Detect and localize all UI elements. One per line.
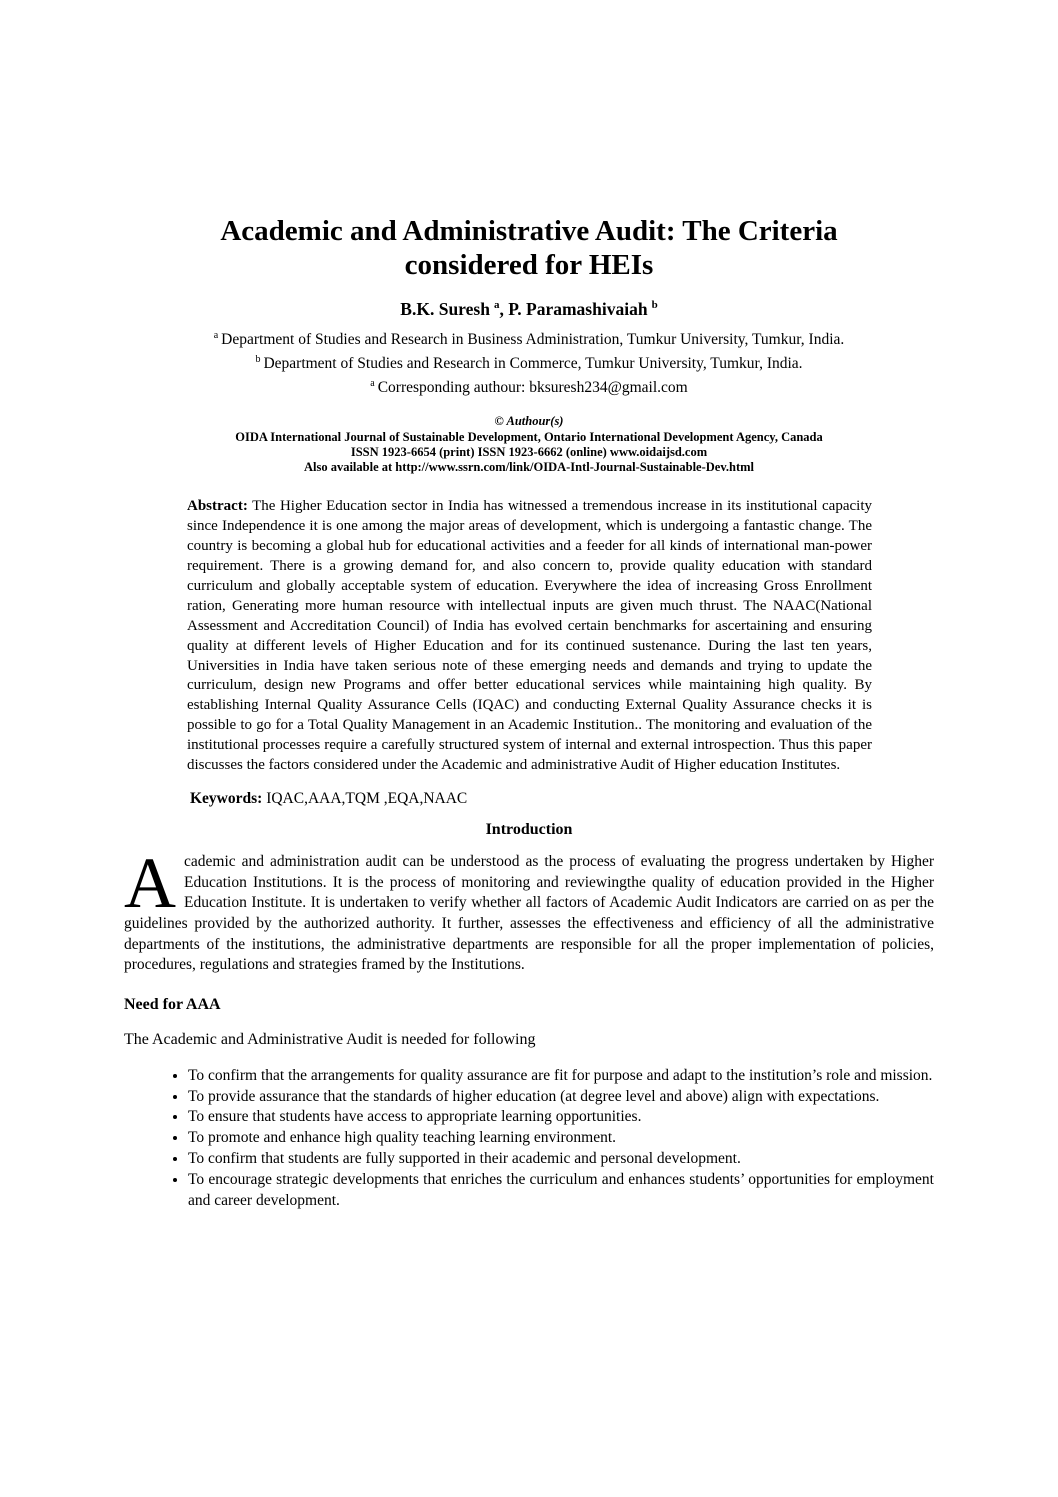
keywords-text: IQAC,AAA,TQM ,EQA,NAAC xyxy=(266,789,468,807)
list-item: • To promote and enhance high quality teaching learning environment. xyxy=(188,1128,934,1149)
affiliation-text-2: Department of Studies and Research in Commerce, Tumkur University, Tumkur, India. xyxy=(263,355,803,373)
list-item: • To encourage strategic developments that enriches the curriculum and enhances students’ opportunities for employment and career development. xyxy=(188,1170,934,1212)
list-item: • To ensure that students have access to appropriate learning opportunities. xyxy=(188,1107,934,1128)
list-item: • To confirm that the arrangements for quality assurance are fit for purpose and adapt to the institution’s role and mission. xyxy=(188,1066,934,1087)
abstract-text: The Higher Education sector in India has witnessed a tremendous increase in its institutional capacity since Independence it is one among the major areas of development, which is undergoing a fantastic change. The country is becoming a global hub for educational activities and a feeder for all kinds of international man-power requirement. There is a growing demand for, and also concern to, provide quality education with standard curriculum and globally acceptable system of education. Everywhere the idea of increasing Gross Enrollment ration, Generating more human resource with intellectual inputs are given much thrust. The NAAC(National Assessment and Accreditation Council) of India has evolved certain benchmarks for ascertaining and ensuring quality at different levels of Higher Education and for its continued sustenance. During the last ten years, Universities in India have taken serious note of these emerging needs and demands and trying to update the curriculum, design new Programs and offer better educational services while maintaining high quality. By establishing Internal Quality Assurance Cells (IQAC) and conducting External Quality Assurance checks it is possible to go for a Total Quality Management in an Academic Institution.. The monitoring and evaluation of the institutional processes require a carefully structured system of internal and external introspection. Thus this paper discusses the factors considered under the Academic and administrative Audit of Higher education Institutes. xyxy=(187,498,872,774)
list-item: • To confirm that students are fully supported in their academic and personal development. xyxy=(188,1149,934,1170)
authors-line xyxy=(124,299,934,320)
affiliation-line-1 xyxy=(124,326,934,350)
introduction-paragraph xyxy=(124,843,934,976)
affiliation-line-2 xyxy=(124,350,934,374)
introduction-text: cademic and administration audit can be understood as the process of evaluating the progress undertaken by Higher Education Institutions. It is the process of monitoring and reviewingthe quality of education provided in the Higher Education Institute. It is undertaken to verify whether all factors of Academic Audit Indicators are carried on as per the guidelines provided by the authorized authority. It further, assesses the effectiveness and efficiency of all the administrative departments of the institutions, the administrative departments are responsible for all the proper implementation of policies, procedures, regulations and strategies framed by the Institutions. xyxy=(124,853,934,974)
keywords-label: Keywords: xyxy=(190,789,263,807)
issn-line: ISSN 1923-6654 (print) ISSN 1923-6662 (online) www.oidaijsd.com xyxy=(350,444,708,459)
journal-name-line: OIDA International Journal of Sustainable Development, Ontario International Development Agency, Canada xyxy=(235,429,823,444)
abstract-label: Abstract: xyxy=(187,498,248,515)
corresponding-author-text: Corresponding authour: bksuresh234@gmail.com xyxy=(377,379,688,397)
affiliation-mark-b: b xyxy=(255,354,261,366)
copyright-line: © Authour(s) xyxy=(494,414,564,429)
need-for-aaa-heading: Need for AAA xyxy=(124,995,221,1013)
journal-imprint-block xyxy=(124,414,934,475)
introduction-heading: Introduction xyxy=(485,820,573,838)
keywords-line xyxy=(190,789,872,809)
dropcap-letter: A xyxy=(124,843,176,924)
need-for-aaa-list xyxy=(124,1066,934,1212)
affiliation-mark-a: a xyxy=(213,330,219,341)
paper-title-line-1: Academic and Administrative Audit: The Criteria xyxy=(220,215,838,247)
affiliation-text-1: Department of Studies and Research in Business Administration, Tumkur University, Tumkur, India. xyxy=(221,331,845,349)
paper-title-line-2: considered for HEIs xyxy=(404,249,654,281)
corresponding-author-line xyxy=(124,374,934,398)
corresponding-author-mark: a xyxy=(370,378,375,390)
author-affiliation-mark-2: b xyxy=(651,299,658,312)
author-separator: , xyxy=(499,299,509,319)
list-item: • To provide assurance that the standards of higher education (at degree level and above) align with expectations. xyxy=(188,1087,934,1108)
author-name-1: B.K. Suresh xyxy=(400,299,490,319)
author-affiliation-mark-1: a xyxy=(493,299,500,312)
author-name-2: P. Paramashivaiah xyxy=(508,299,648,319)
paper-title xyxy=(124,214,934,282)
need-for-aaa-lead: The Academic and Administrative Audit is needed for following xyxy=(124,1030,536,1048)
availability-line: Also available at http://www.ssrn.com/link/OIDA-Intl-Journal-Sustainable-Dev.html xyxy=(303,460,755,475)
affiliations-block xyxy=(124,326,934,398)
abstract-paragraph xyxy=(187,497,872,776)
